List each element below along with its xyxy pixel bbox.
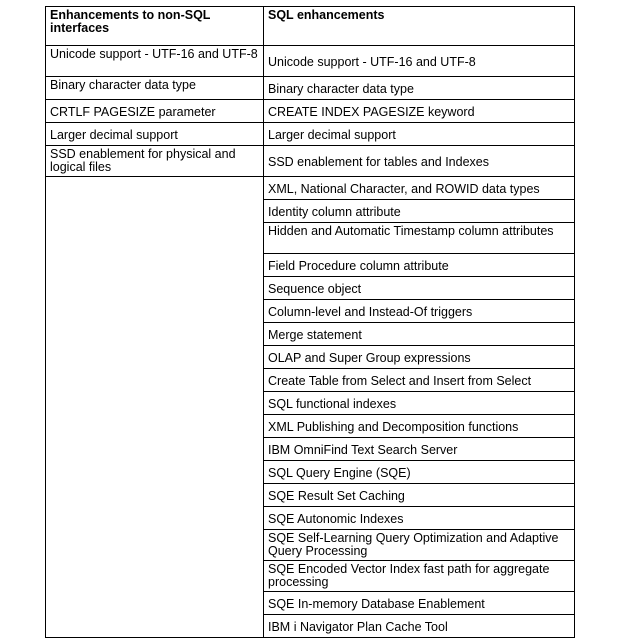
- non-sql-cell: [46, 177, 264, 200]
- table-row: [46, 592, 575, 615]
- table-row: [46, 392, 575, 415]
- table-row: [46, 484, 575, 507]
- table-row: [46, 346, 575, 369]
- non-sql-cell: [46, 200, 264, 223]
- non-sql-cell: [46, 615, 264, 638]
- table-row: [46, 200, 575, 223]
- non-sql-cell: SSD enablement for physical and logical files: [46, 146, 264, 177]
- non-sql-cell: [46, 438, 264, 461]
- table-row: [46, 507, 575, 530]
- non-sql-cell: [46, 277, 264, 300]
- non-sql-cell: [46, 392, 264, 415]
- non-sql-cell: CRTLF PAGESIZE parameter: [46, 100, 264, 123]
- non-sql-cell: [46, 561, 264, 592]
- table-row: [46, 300, 575, 323]
- sql-cell: SQE In-memory Database Enablement: [264, 592, 575, 615]
- non-sql-cell: [46, 530, 264, 561]
- non-sql-cell: [46, 254, 264, 277]
- table-row: [46, 530, 575, 561]
- sql-cell: Sequence object: [264, 277, 575, 300]
- table-row: [46, 123, 575, 146]
- non-sql-cell: [46, 223, 264, 254]
- sql-cell: Larger decimal support: [264, 123, 575, 146]
- non-sql-cell: [46, 415, 264, 438]
- non-sql-cell: Larger decimal support: [46, 123, 264, 146]
- non-sql-cell: [46, 507, 264, 530]
- column-header-sql: SQL enhancements: [264, 7, 575, 46]
- sql-cell: CREATE INDEX PAGESIZE keyword: [264, 100, 575, 123]
- table-row: [46, 438, 575, 461]
- sql-cell: Unicode support - UTF-16 and UTF-8: [264, 46, 575, 77]
- table-header-row: [46, 7, 575, 46]
- table-row: [46, 369, 575, 392]
- sql-cell: Column-level and Instead-Of triggers: [264, 300, 575, 323]
- sql-cell: SQE Result Set Caching: [264, 484, 575, 507]
- sql-cell: SSD enablement for tables and Indexes: [264, 146, 575, 177]
- non-sql-cell: [46, 323, 264, 346]
- non-sql-cell: [46, 300, 264, 323]
- non-sql-cell: [46, 592, 264, 615]
- non-sql-cell: [46, 484, 264, 507]
- non-sql-cell: [46, 461, 264, 484]
- sql-cell: Merge statement: [264, 323, 575, 346]
- sql-cell: Identity column attribute: [264, 200, 575, 223]
- non-sql-cell: Binary character data type: [46, 77, 264, 100]
- sql-cell: XML Publishing and Decomposition functions: [264, 415, 575, 438]
- non-sql-cell: [46, 369, 264, 392]
- table-row: [46, 223, 575, 254]
- sql-cell: XML, National Character, and ROWID data types: [264, 177, 575, 200]
- sql-cell: Hidden and Automatic Timestamp column attributes: [264, 223, 575, 254]
- table-row: [46, 277, 575, 300]
- sql-cell: IBM i Navigator Plan Cache Tool: [264, 615, 575, 638]
- table-row: [46, 415, 575, 438]
- sql-cell: SQL Query Engine (SQE): [264, 461, 575, 484]
- column-header-non-sql: Enhancements to non-SQL interfaces: [46, 7, 264, 46]
- table-row: [46, 146, 575, 177]
- sql-cell: IBM OmniFind Text Search Server: [264, 438, 575, 461]
- sql-cell: SQE Self-Learning Query Optimization and Adaptive Query Processing: [264, 530, 575, 561]
- enhancements-table: [45, 6, 575, 638]
- sql-cell: SQL functional indexes: [264, 392, 575, 415]
- non-sql-cell: [46, 346, 264, 369]
- sql-cell: Field Procedure column attribute: [264, 254, 575, 277]
- table-row: [46, 46, 575, 77]
- table-row: [46, 100, 575, 123]
- sql-cell: Binary character data type: [264, 77, 575, 100]
- non-sql-cell: Unicode support - UTF-16 and UTF-8: [46, 46, 264, 77]
- sql-cell: SQE Autonomic Indexes: [264, 507, 575, 530]
- table-row: [46, 254, 575, 277]
- table-row: [46, 323, 575, 346]
- sql-cell: SQE Encoded Vector Index fast path for aggregate processing: [264, 561, 575, 592]
- table-row: [46, 615, 575, 638]
- table-row: [46, 177, 575, 200]
- table-row: [46, 77, 575, 100]
- table-row: [46, 461, 575, 484]
- table-row: [46, 561, 575, 592]
- sql-cell: Create Table from Select and Insert from Select: [264, 369, 575, 392]
- sql-cell: OLAP and Super Group expressions: [264, 346, 575, 369]
